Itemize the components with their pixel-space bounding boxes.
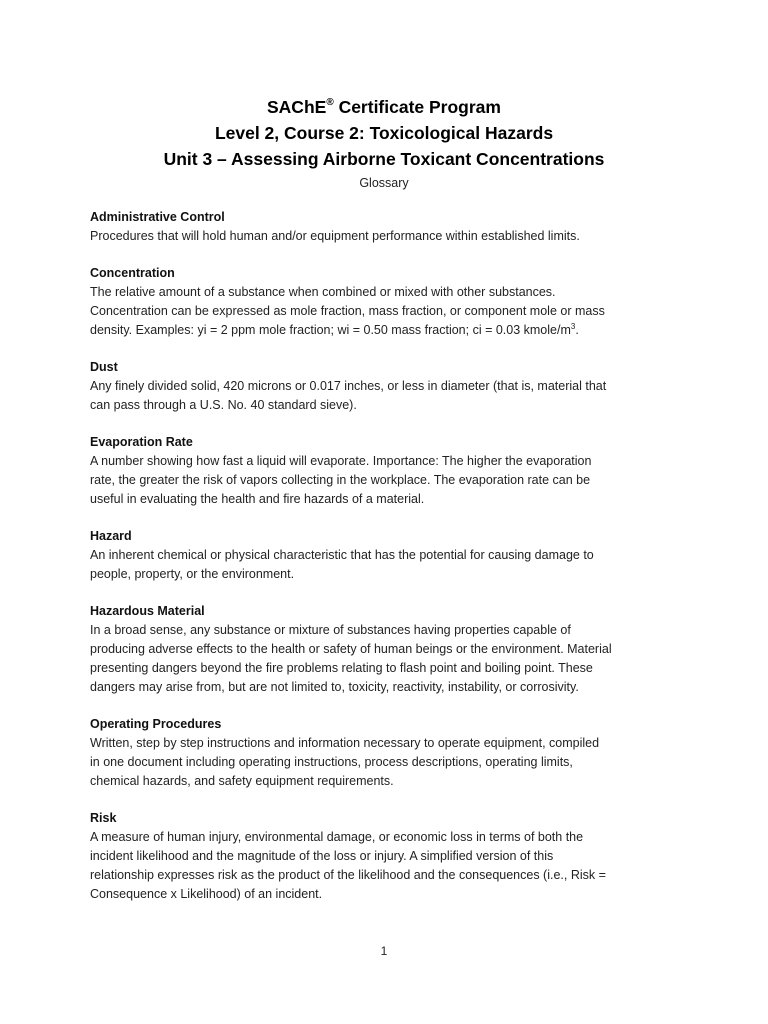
- program-name: SAChE: [267, 97, 327, 117]
- glossary-term: Evaporation Rate: [90, 435, 193, 449]
- glossary-entry: [90, 527, 690, 584]
- glossary-definition: Any finely divided solid, 420 microns or 0.017 inches, or less in diameter (that is, material that can pass through a U.S. No. 40 standard sieve).: [90, 379, 607, 412]
- glossary-term: Dust: [90, 360, 118, 374]
- glossary-entry: [90, 433, 690, 509]
- glossary-term: Concentration: [90, 266, 175, 280]
- glossary-definition: Procedures that will hold human and/or equipment performance within established limits.: [90, 229, 580, 243]
- unit-title: Unit 3 – Assessing Airborne Toxicant Concentrations: [163, 149, 605, 169]
- glossary-term: Administrative Control: [90, 210, 225, 224]
- registered-mark: ®: [326, 97, 334, 108]
- glossary-term: Hazard: [90, 529, 132, 543]
- glossary-definition: An inherent chemical or physical characteristic that has the potential for causing damage to people, property, or the environment.: [90, 548, 594, 581]
- glossary-definition: In a broad sense, any substance or mixture of substances having properties capable of producing adverse effects to the health or safety of human beings or the environment. Material presenting dangers beyond the fire problems relating to flash point and boiling point. These dangers may arise from, but are not limited to, toxicity, reactivity, instability, or corrosivity.: [90, 623, 612, 694]
- glossary-definition: Written, step by step instructions and information necessary to operate equipment, compiled in one document including operating instructions, process descriptions, operating limits, chemical hazards, and safety equipment requirements.: [90, 736, 600, 788]
- definition-text: The relative amount of a substance when combined or mixed with other substances. Concentration can be expressed as mole fraction, mass fraction, or component mole or mass density. Examples: yi = 2 ppm mole fraction; wi = 0.50 mass fraction; ci = 0.03 kmole/m: [90, 285, 605, 337]
- cubic-superscript: 3: [570, 322, 576, 331]
- glossary-entry: [90, 264, 690, 340]
- document-header: [0, 94, 768, 193]
- glossary-entry: [90, 208, 690, 246]
- page-number: 1: [380, 944, 388, 958]
- glossary-entry: [90, 809, 690, 904]
- program-suffix: Certificate Program: [338, 97, 501, 117]
- course-title: Level 2, Course 2: Toxicological Hazards: [214, 123, 554, 143]
- glossary-definition: [90, 283, 690, 340]
- definition-end: .: [575, 323, 579, 337]
- glossary-list: [90, 208, 690, 922]
- glossary-entry: [90, 602, 690, 697]
- glossary-definition: A number showing how fast a liquid will evaporate. Importance: The higher the evaporation rate, the greater the risk of vapors collecting in the workplace. The evaporation rate can be useful in evaluating the health and fire hazards of a material.: [90, 454, 592, 506]
- glossary-term: Hazardous Material: [90, 604, 205, 618]
- glossary-term: Operating Procedures: [90, 717, 222, 731]
- glossary-entry: [90, 715, 690, 791]
- glossary-entry: [90, 358, 690, 415]
- section-label: Glossary: [359, 176, 409, 190]
- glossary-term: Risk: [90, 811, 117, 825]
- glossary-definition: A measure of human injury, environmental damage, or economic loss in terms of both the incident likelihood and the magnitude of the loss or injury. A simplified version of this relationship expresses risk as the product of the likelihood and the consequences (i.e., Risk = Consequence x Likelihood) of an incident.: [90, 830, 606, 901]
- program-title: [0, 94, 768, 120]
